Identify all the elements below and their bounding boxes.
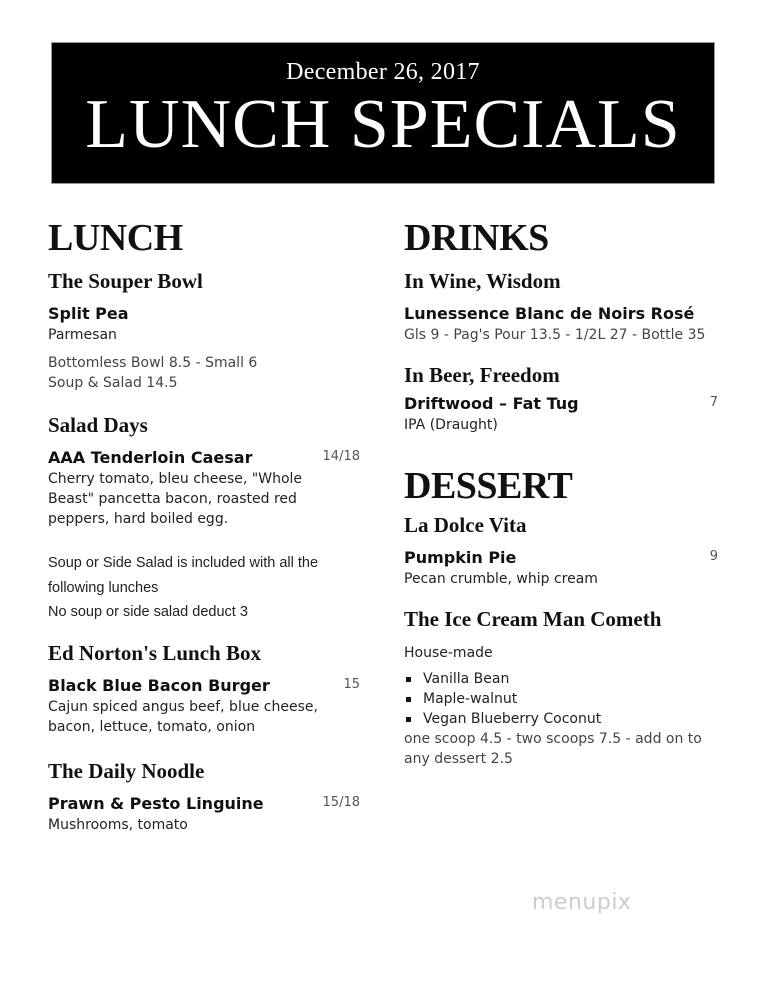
category-title: Salad Days <box>48 413 148 437</box>
item-price: 14/18 <box>322 449 360 464</box>
item-price-line: any dessert 2.5 <box>404 751 513 767</box>
square-bullet-icon <box>406 717 411 722</box>
list-item: Maple-walnut <box>404 689 722 709</box>
note-line: No soup or side salad deduct 3 <box>48 604 248 620</box>
category-wine <box>404 267 722 345</box>
item-price-line: one scoop 4.5 - two scoops 7.5 - add on to <box>404 731 702 747</box>
category-daily-noodle <box>48 757 368 835</box>
item-name: Prawn & Pesto Linguine <box>48 793 264 813</box>
category-title: In Wine, Wisdom <box>404 269 561 293</box>
item-price-line: Soup & Salad 14.5 <box>48 375 178 391</box>
category-title: In Beer, Freedom <box>404 363 560 387</box>
category-title: The Ice Cream Man Cometh <box>404 607 662 631</box>
item-price: 9 <box>709 549 718 564</box>
menu-date: December 26, 2017 <box>286 59 480 85</box>
item-description-line: peppers, hard boiled egg. <box>48 511 229 527</box>
list-item: Vanilla Bean <box>404 669 722 689</box>
item-description-line: Cajun spiced angus beef, blue cheese, <box>48 698 318 715</box>
category-title: La Dolce Vita <box>404 513 527 537</box>
section-title-lunch: LUNCH <box>48 217 183 259</box>
category-title: Ed Norton's Lunch Box <box>48 640 261 665</box>
page-title: LUNCH SPECIALS <box>85 86 681 163</box>
category-souper-bowl <box>48 267 368 393</box>
category-ice-cream <box>404 605 722 769</box>
drinks-dessert-column <box>404 215 722 769</box>
section-title-drinks: DRINKS <box>404 217 549 259</box>
item-name: Driftwood – Fat Tug <box>404 394 579 413</box>
category-beer <box>404 361 722 435</box>
lunch-column <box>48 215 368 835</box>
category-lunch-box <box>48 639 368 737</box>
item-name: Black Blue Bacon Burger <box>48 675 270 695</box>
header-banner <box>51 42 715 184</box>
category-title: The Souper Bowl <box>48 269 203 293</box>
item-name: Lunessence Blanc de Noirs Rosé <box>404 304 695 323</box>
item-price-line: Gls 9 - Pag's Pour 13.5 - 1/2L 27 - Bottle 35 <box>404 327 706 343</box>
category-dolce-vita <box>404 511 722 589</box>
section-title-dessert: DESSERT <box>404 465 573 507</box>
item-description-line: Cherry tomato, bleu cheese, "Whole <box>48 471 303 487</box>
item-description: IPA (Draught) <box>404 417 498 433</box>
item-name: AAA Tenderloin Caesar <box>48 448 253 467</box>
item-name: Pumpkin Pie <box>404 548 517 567</box>
item-description-line: Beast" pancetta bacon, roasted red <box>48 491 297 507</box>
category-salad-days <box>48 411 368 625</box>
item-price: 15 <box>343 676 360 692</box>
flavor-list <box>404 669 722 729</box>
item-description: Mushrooms, tomato <box>48 816 188 833</box>
item-price-line: Bottomless Bowl 8.5 - Small 6 <box>48 355 258 371</box>
item-description: Pecan crumble, whip cream <box>404 571 598 587</box>
item-price: 7 <box>709 395 718 410</box>
square-bullet-icon <box>406 677 411 682</box>
watermark-logo: menupix <box>532 890 632 915</box>
note-line: Soup or Side Salad is included with all the <box>48 555 319 571</box>
category-title: The Daily Noodle <box>48 758 205 783</box>
item-intro: House-made <box>404 645 493 661</box>
item-name: Split Pea <box>48 304 129 323</box>
square-bullet-icon <box>406 697 411 702</box>
item-description: Parmesan <box>48 327 117 343</box>
item-description-line: bacon, lettuce, tomato, onion <box>48 718 256 735</box>
list-item: Vegan Blueberry Coconut <box>404 709 722 729</box>
note-line: following lunches <box>48 579 159 596</box>
item-price: 15/18 <box>322 794 360 810</box>
